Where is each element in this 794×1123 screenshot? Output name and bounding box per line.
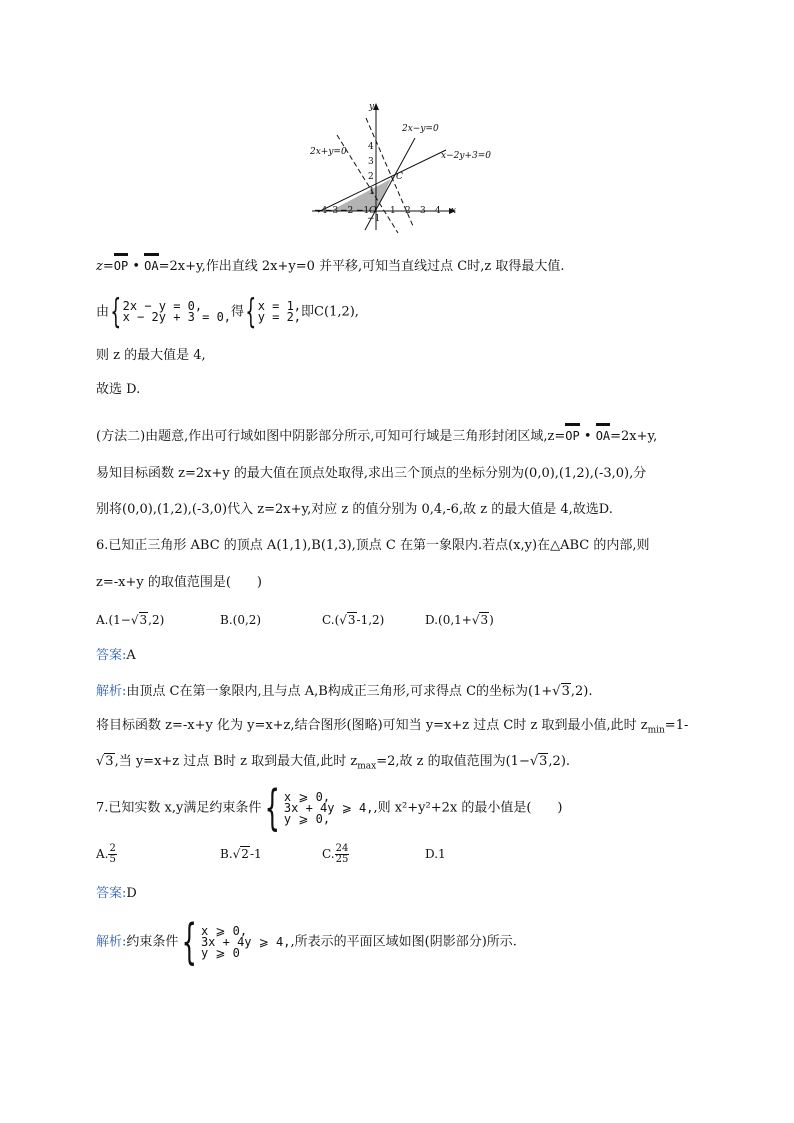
q7-solution — [96, 914, 517, 970]
eq-row: y = 2, — [257, 310, 302, 324]
text: z= — [96, 259, 114, 274]
y-tick: 4 — [368, 142, 374, 152]
text: ,当 y=x+z 过点 B时 z 取到最大值,此时 z — [114, 754, 358, 769]
q6-option-d — [425, 610, 494, 630]
q6-option-c — [322, 610, 384, 630]
x-label: x — [451, 206, 457, 216]
solution-label: 解析: — [96, 684, 127, 699]
x-tick: −3 — [325, 206, 339, 216]
label-line3: x−2y+3=0 — [441, 151, 491, 161]
text: 7.已知实数 x,y满足约束条件 — [96, 800, 262, 816]
constraint-system — [178, 914, 291, 970]
text: ) — [489, 613, 494, 627]
label-line2: 2x−y=0 — [402, 124, 439, 134]
x-tick: −4 — [314, 206, 328, 216]
q7-option-a — [96, 844, 117, 865]
radicand: 3 — [561, 684, 570, 699]
subscript: max — [357, 761, 377, 772]
x-tick: −2 — [340, 206, 354, 216]
y-tick: −1 — [367, 214, 381, 224]
text: =2x+y,作出直线 2x+y=0 并平移,可知当直线过点 C时,z 取得最大值. — [158, 259, 565, 274]
solution-system — [244, 292, 302, 332]
sqrt: √3 — [529, 754, 548, 769]
sqrt: √3 — [552, 684, 570, 699]
brace: { — [245, 292, 257, 332]
x-tick: 3 — [420, 206, 426, 216]
fraction — [335, 844, 350, 865]
text: • — [579, 429, 596, 444]
answer-label: 答案: — [96, 648, 127, 663]
text: -1,2) — [356, 613, 385, 627]
solution-label: 解析: — [96, 934, 127, 950]
text: =1- — [664, 718, 689, 733]
radicand: 3 — [539, 754, 548, 769]
text: (方法二)由题意,作出可行域如图中阴影部分所示,可知可行域是三角形封闭区域,z= — [96, 429, 566, 444]
radicand: 3 — [105, 754, 114, 769]
eq-row: x ⩾ 0, — [200, 923, 248, 938]
text: =2x+y, — [610, 429, 658, 444]
q7-option-d: D.1 — [425, 847, 446, 861]
text: -1 — [249, 847, 262, 861]
answer-value: D — [126, 886, 137, 901]
sqrt: √2 — [232, 847, 249, 861]
method2-line2: 易知目标函数 z=2x+y 的最大值在顶点处取得,求出三个顶点的坐标分别为(0,0),(1,2),(-3,0),分 — [96, 466, 647, 481]
paragraph-objective — [96, 256, 564, 277]
eq-row: 3x + 4y ⩾ 4, — [200, 934, 291, 949]
eq-row: 2x − y = 0, — [122, 299, 203, 313]
brace: { — [264, 780, 281, 836]
q6-solution-line3 — [96, 752, 570, 777]
sqrt: √3 — [339, 613, 356, 627]
text: ,2). — [548, 754, 571, 769]
q6-option-b: B.(0,2) — [220, 613, 262, 627]
text: C. — [322, 847, 335, 861]
denominator: 5 — [109, 854, 116, 865]
equation-system — [109, 292, 232, 332]
q6-answer — [96, 646, 136, 666]
text: A.(1− — [96, 613, 131, 627]
method2-line3: 别将(0,0),(1,2),(-3,0)代入 z=2x+y,对应 z 的值分别为 0,4,-6,故 z 的最大值是 4,故选D. — [96, 502, 613, 517]
text: 约束条件 — [126, 934, 179, 950]
answer-label: 答案: — [96, 886, 127, 901]
brace: { — [182, 914, 198, 970]
text: 由 — [96, 304, 110, 320]
vector-op: OP — [565, 426, 579, 446]
eq-row: 3x + 4y ⩾ 4, — [283, 800, 374, 815]
q7-option-b — [220, 844, 262, 864]
radicand: 2 — [241, 847, 249, 861]
radicand: 3 — [480, 613, 489, 627]
q6-line2: z=-x+y 的取值范围是( ) — [96, 575, 262, 590]
eq-row: y ⩾ 0 — [200, 945, 240, 960]
text: C.( — [322, 613, 340, 627]
eq-row: x ⩾ 0, — [283, 789, 331, 804]
text: =2,故 z 的取值范围为(1− — [376, 754, 530, 769]
constraint-system — [261, 780, 374, 836]
answer-value: A — [126, 648, 136, 663]
brace: { — [110, 292, 122, 332]
text: 由顶点 C在第一象限内,且与点 A,B构成正三角形,可求得点 C的坐标为(1+ — [126, 684, 553, 699]
q7-stem — [96, 780, 563, 836]
q7-answer — [96, 884, 137, 904]
method2-line1 — [96, 426, 657, 447]
vector-op: OP — [114, 256, 128, 276]
paragraph-system — [96, 292, 359, 332]
y-tick: 3 — [368, 157, 374, 167]
radicand: 3 — [139, 613, 148, 627]
sqrt: √3 — [96, 754, 114, 769]
vector-oa: OA — [144, 256, 158, 276]
origin-label: O — [369, 206, 377, 216]
x-tick: 1 — [390, 206, 396, 216]
q6-option-a — [96, 610, 164, 630]
vector-oa: OA — [596, 426, 610, 446]
label-line1: 2x+y=0 — [310, 147, 347, 157]
numerator: 2 — [109, 843, 116, 854]
text: D.(0,1+ — [425, 613, 472, 627]
paragraph-choice: 故选 D. — [96, 382, 141, 397]
text: ,2) — [148, 613, 165, 627]
denominator: 25 — [335, 854, 349, 865]
x-tick: 4 — [435, 206, 441, 216]
y-tick: 1 — [369, 187, 375, 197]
radicand: 3 — [347, 613, 356, 627]
text: A. — [96, 847, 109, 861]
eq-row: y ⩾ 0, — [283, 811, 331, 826]
eq-row: x = 1, — [257, 299, 302, 313]
text: ,则 x²+y²+2x 的最小值是( ) — [373, 800, 563, 816]
paragraph-max: 则 z 的最大值是 4, — [96, 348, 206, 363]
text: 即C(1,2), — [301, 304, 359, 320]
numerator: 24 — [335, 843, 349, 854]
text: ,所表示的平面区域如图(阴影部分)所示. — [290, 934, 517, 950]
x-tick: 2 — [405, 206, 411, 216]
sqrt: √3 — [130, 613, 148, 627]
y-label: y — [369, 102, 375, 112]
text: 得 — [231, 304, 245, 320]
q6-line1: 6.已知正三角形 ABC 的顶点 A(1,1),B(1,3),顶点 C 在第一象限内.若点(x,y)在△ABC 的内部,则 — [96, 538, 650, 553]
text: • — [128, 259, 145, 274]
text: 将目标函数 z=-x+y 化为 y=x+z,结合图形(图略)可知当 y=x+z 过点 C时 z 取到最小值,此时 z — [96, 718, 648, 733]
x-tick: −1 — [356, 206, 370, 216]
text: ,2). — [570, 684, 593, 699]
fraction — [108, 844, 116, 865]
q6-solution-line1 — [96, 682, 592, 702]
point-c-label: C — [396, 172, 403, 182]
sqrt: √3 — [471, 613, 489, 627]
eq-row: x − 2y + 3 = 0, — [122, 310, 232, 324]
y-tick: 2 — [368, 172, 374, 182]
text: B. — [220, 847, 233, 861]
subscript: min — [647, 725, 665, 736]
q6-solution-line2 — [96, 716, 688, 741]
q7-option-c — [322, 844, 349, 865]
line-x-minus-2y-plus-3 — [318, 150, 446, 212]
